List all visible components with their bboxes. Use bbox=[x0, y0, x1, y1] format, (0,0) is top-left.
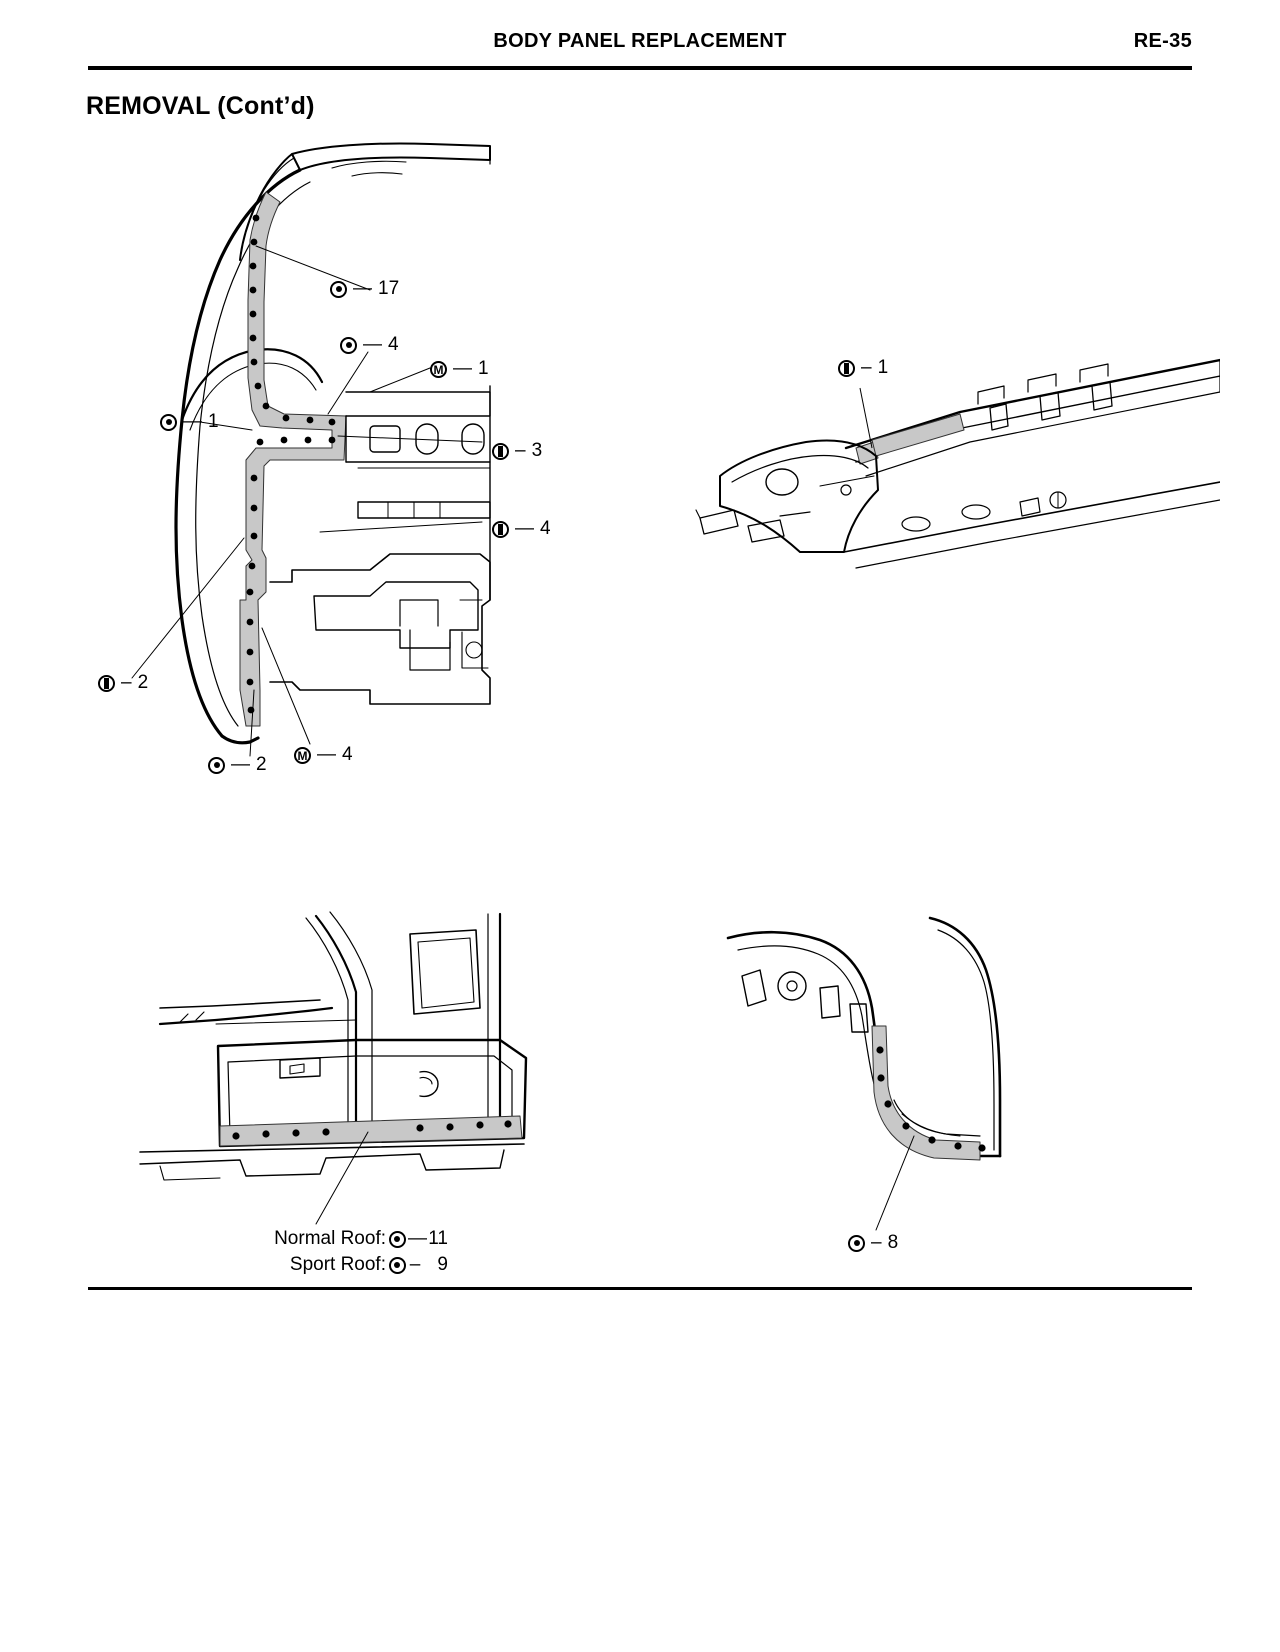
callout-spot-4 bbox=[340, 334, 399, 356]
spot-weld-icon bbox=[340, 337, 357, 354]
callout-spot-2 bbox=[208, 754, 267, 776]
callout-dash: – bbox=[861, 357, 872, 378]
plug-weld-icon bbox=[838, 360, 855, 377]
callout-count: 9 bbox=[437, 1254, 448, 1275]
plug-weld-icon bbox=[492, 443, 509, 460]
callout-count: 17 bbox=[378, 278, 400, 299]
rear-quarter-panel-drawing bbox=[70, 130, 690, 810]
callout-spot-1 bbox=[160, 411, 219, 433]
callout-count: 8 bbox=[887, 1232, 899, 1253]
callout-dash: — bbox=[183, 411, 202, 432]
spot-weld-icon bbox=[389, 1257, 406, 1274]
callout-count: 4 bbox=[540, 518, 551, 539]
callout-plug-3 bbox=[492, 440, 542, 462]
callout-roof-rail-plug-1 bbox=[838, 357, 888, 379]
callout-count: 3 bbox=[531, 440, 543, 461]
callout-dash: – bbox=[121, 672, 132, 693]
header-divider bbox=[88, 66, 1192, 70]
page-number: RE-35 bbox=[1133, 30, 1192, 52]
roof-side-rail-drawing bbox=[660, 330, 1220, 590]
callout-spot-17 bbox=[330, 278, 399, 300]
callout-sport-roof bbox=[268, 1252, 448, 1278]
section-heading: REMOVAL (Cont’d) bbox=[86, 92, 315, 120]
callout-count: 2 bbox=[137, 672, 149, 693]
spot-weld-icon bbox=[208, 757, 225, 774]
callout-dash: — bbox=[317, 744, 336, 765]
figure-roof-side-rail bbox=[660, 330, 1220, 590]
callout-lower-pillar-spot-8 bbox=[848, 1232, 898, 1254]
page-header bbox=[88, 30, 1192, 70]
callout-dash: — bbox=[353, 278, 372, 299]
callout-count: 1 bbox=[478, 358, 489, 379]
callout-mig-1 bbox=[430, 358, 489, 380]
callout-count: 2 bbox=[256, 754, 267, 775]
page-title: BODY PANEL REPLACEMENT bbox=[493, 30, 787, 52]
callout-mig-4 bbox=[294, 744, 353, 766]
callout-dash: – bbox=[515, 440, 526, 461]
mig-weld-icon bbox=[430, 361, 447, 378]
rocker-callout-table bbox=[268, 1226, 448, 1278]
spot-weld-icon bbox=[848, 1235, 865, 1252]
plug-weld-icon bbox=[98, 675, 115, 692]
figure-rear-quarter-panel bbox=[70, 130, 690, 810]
callout-dash: — bbox=[363, 334, 382, 355]
callout-dash: — bbox=[231, 754, 250, 775]
spot-weld-icon bbox=[160, 414, 177, 431]
footer-divider bbox=[88, 1287, 1192, 1290]
callout-dash: — bbox=[408, 1228, 427, 1249]
sport-roof-label: Sport Roof: bbox=[289, 1254, 386, 1275]
spot-weld-icon bbox=[389, 1231, 406, 1248]
spot-weld-icon bbox=[330, 281, 347, 298]
callout-count: 11 bbox=[428, 1228, 448, 1249]
plug-weld-icon bbox=[492, 521, 509, 538]
mig-weld-icon bbox=[294, 747, 311, 764]
callout-dash: – bbox=[871, 1232, 882, 1253]
callout-plug-4 bbox=[492, 518, 551, 540]
normal-roof-label: Normal Roof: bbox=[274, 1228, 386, 1249]
callout-normal-roof bbox=[268, 1226, 448, 1252]
callout-dash: — bbox=[453, 358, 472, 379]
callout-count: 1 bbox=[208, 411, 219, 432]
callout-plug-2 bbox=[98, 672, 148, 694]
callout-dash: – bbox=[409, 1254, 421, 1275]
callout-count: 1 bbox=[877, 357, 889, 378]
callout-count: 4 bbox=[342, 744, 353, 765]
callout-count: 4 bbox=[388, 334, 399, 355]
callout-dash: — bbox=[515, 518, 534, 539]
